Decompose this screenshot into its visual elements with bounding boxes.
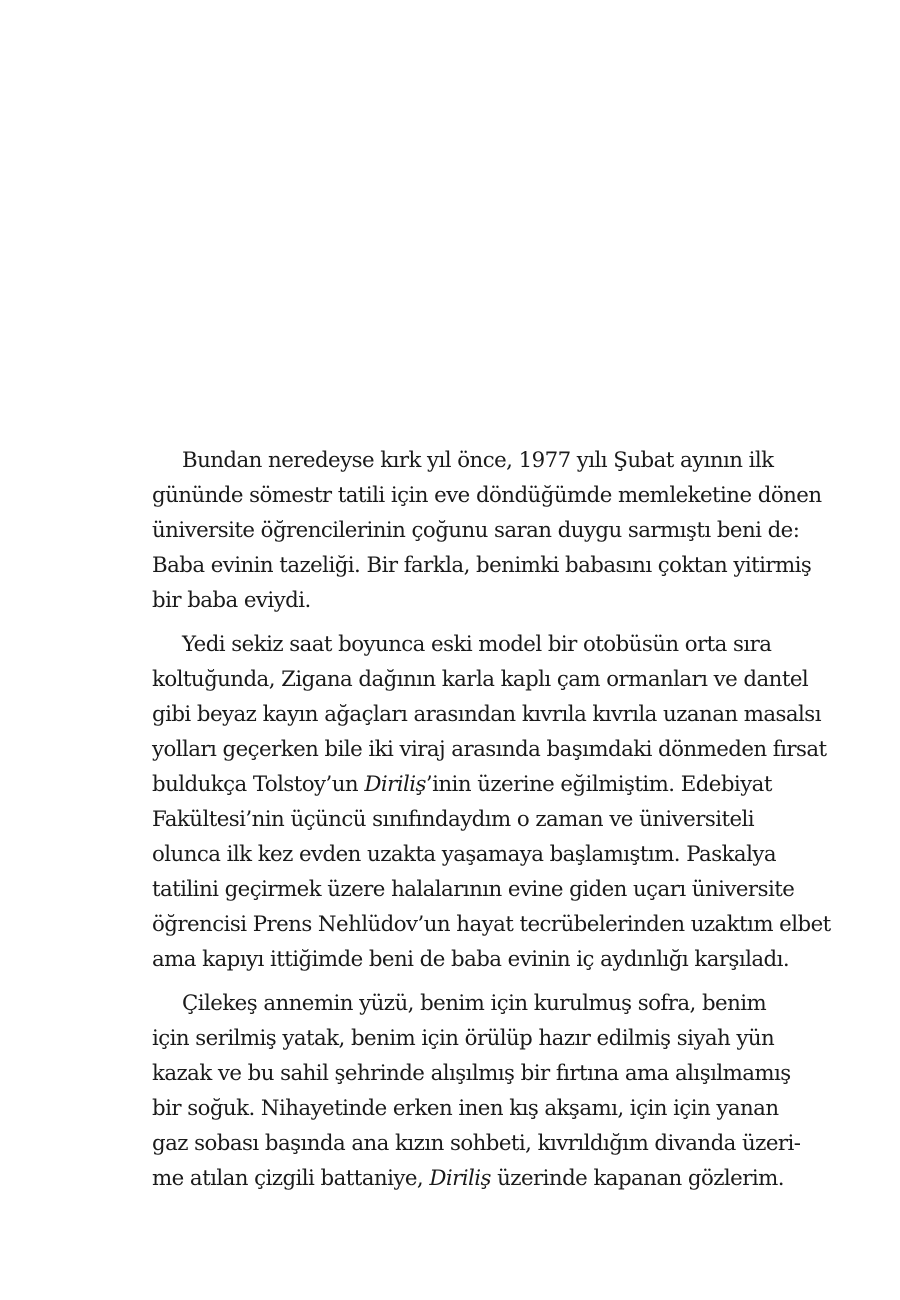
text-segment: yolları geçerken bile iki viraj arasında başımdaki dönmeden fırsat [152,737,827,762]
text-segment: bir soğuk. Nihayetinde erken inen kış akşamı, için için yanan [152,1096,779,1121]
text-line [152,872,795,907]
text-segment: Fakültesi’nin üçüncü sınıfındaydım o zaman ve üniversiteli [152,807,755,832]
book-title-italic: Diriliş [429,1166,491,1191]
text-segment: gibi beyaz kayın ağaçları arasından kıvrıla kıvrıla uzanan masalsı [152,702,821,727]
text-line [152,1126,801,1161]
text-segment: üniversite öğrencilerinin çoğunu saran duygu sarmıştı beni de: [152,518,800,543]
text-segment: gaz sobası başında ana kızın sohbeti, kıvrıldığım divanda üzeri- [152,1131,801,1156]
text-line [152,732,827,767]
text-line [152,1091,779,1126]
book-title-italic: Diriliş [364,772,426,797]
paragraph [152,627,831,977]
text-segment: buldukça Tolstoy’un [152,772,365,797]
text-segment: Bundan neredeyse kırk yıl önce, 1977 yılı Şubat ayının ilk [182,448,774,473]
text-line [152,1056,791,1091]
text-line [152,767,772,802]
text-segment: me atılan çizgili battaniye, [152,1166,430,1191]
body-text [152,443,831,1205]
text-line [152,837,776,872]
text-line [152,513,800,548]
text-segment: ’inin üzerine eğilmiştim. Edebiyat [425,772,772,797]
text-line [152,986,767,1021]
text-segment: üzerinde kapanan gözlerim. [490,1166,784,1191]
text-segment: Baba evinin tazeliği. Bir farkla, benimki babasını çoktan yitirmiş [152,553,812,578]
text-line [152,942,790,977]
text-segment: Yedi sekiz saat boyunca eski model bir otobüsün orta sıra [182,632,772,657]
text-segment: kazak ve bu sahil şehrinde alışılmış bir fırtına ama alışılmamış [152,1061,791,1086]
text-line [152,583,749,618]
text-line [152,548,812,583]
text-line [152,662,809,697]
text-segment: ama kapıyı ittiğimde beni de baba evinin iç aydınlığı karşıladı. [152,947,790,972]
text-line [152,1021,775,1056]
text-segment: için serilmiş yatak, benim için örülüp hazır edilmiş siyah yün [152,1026,775,1051]
text-segment: tatilini geçirmek üzere halalarının evine giden uçarı üniversite [152,877,795,902]
paragraph [152,986,801,1196]
text-line [152,697,821,732]
text-line [152,907,831,942]
text-segment: gününde sömestr tatili için eve döndüğümde memleketine dönen [152,483,822,508]
text-line [152,478,822,513]
text-line [152,1161,784,1196]
text-segment: koltuğunda, Zigana dağının karla kaplı çam ormanları ve dantel [152,667,809,692]
text-segment: olunca ilk kez evden uzakta yaşamaya başlamıştım. Paskalya [152,842,776,867]
text-line [152,443,774,478]
text-segment: Çilekeş annemin yüzü, benim için kurulmuş sofra, benim [182,991,767,1016]
text-line [152,802,755,837]
text-segment: bir baba eviydi. [152,588,311,613]
paragraph [152,443,822,618]
text-segment: öğrencisi Prens Nehlüdov’un hayat tecrübelerinden uzaktım elbet [152,912,831,937]
text-line [152,627,772,662]
